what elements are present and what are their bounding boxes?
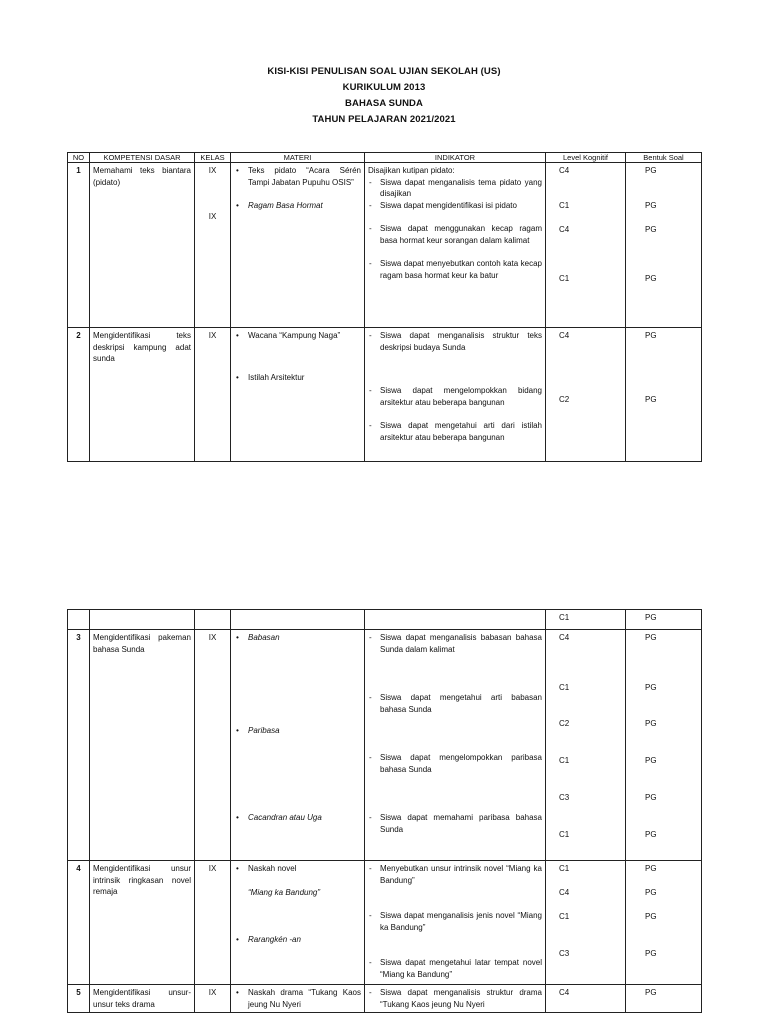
indikator-item: - Siswa dapat mengelompokkan paribasa bahasa Sunda [368, 752, 542, 775]
bentuk-value: PG [645, 683, 657, 692]
table-row [68, 630, 702, 861]
kelas-value: IX [208, 212, 217, 221]
level-value: C1 [559, 274, 570, 283]
indikator-item: - Siswa dapat menganalisis struktur teks deskripsi budaya Sunda [368, 330, 542, 353]
materi-item: • Istilah Arsitektur [234, 372, 361, 384]
level-value: C4 [559, 633, 570, 642]
indikator-cell [365, 163, 546, 328]
materi-item: • Naskah novel [234, 863, 361, 875]
materi-item: • Cacandran atau Uga [234, 812, 361, 824]
level-value: C3 [559, 793, 570, 802]
materi-item: • Ragam Basa Hormat [234, 200, 361, 212]
materi-item: “Miang ka Bandung” [248, 887, 321, 897]
materi-cell [231, 630, 365, 861]
bentuk-value: PG [645, 166, 657, 175]
bentuk-cell [626, 163, 702, 328]
kompetensi-dasar: Mengidentifikasi pakeman bahasa Sunda [90, 630, 195, 861]
level-value: C1 [559, 683, 570, 692]
kelas-value: IX [208, 633, 217, 642]
indikator-intro: Disajikan kutipan pidato: [368, 166, 455, 175]
level-cell [546, 630, 626, 861]
col-header-indikator: INDIKATOR [365, 153, 546, 163]
table-row [68, 163, 702, 328]
indikator-cell [365, 630, 546, 861]
level-value: C1 [559, 201, 570, 210]
indikator-item: - Siswa dapat menganalisis babasan bahasa Sunda dalam kalimat [368, 632, 542, 655]
indikator-item: - Siswa dapat mengetahui arti babasan bahasa Sunda [368, 692, 542, 715]
bentuk-value: PG [645, 912, 657, 921]
level-value: C1 [559, 830, 570, 839]
kisi-kisi-table-1 [67, 152, 702, 462]
level-value: C4 [559, 225, 570, 234]
level-value: C4 [559, 166, 570, 175]
kelas-cell [195, 861, 231, 985]
bentuk-value: PG [645, 719, 657, 728]
kelas-value: IX [208, 988, 217, 997]
bentuk-cell [626, 985, 702, 1013]
indikator-item: - Siswa dapat mengetahui latar tempat novel “Miang ka Bandung” [368, 957, 542, 980]
level-value: C1 [559, 864, 570, 873]
indikator-item: - Siswa dapat menggunakan kecap ragam basa hormat keur sorangan dalam kalimat [368, 223, 542, 246]
level-value: C4 [559, 988, 570, 997]
indikator-item: - Menyebutkan unsur intrinsik novel “Miang ka Bandung” [368, 863, 542, 886]
table-header-row [68, 153, 702, 163]
level-cell [546, 328, 626, 462]
indikator-item: - Siswa dapat mengetahui arti dari istilah arsitektur atau beberapa bangunan [368, 420, 542, 443]
level-value: C3 [559, 949, 570, 958]
bentuk-value: PG [645, 225, 657, 234]
kelas-value: IX [208, 864, 217, 873]
bentuk-value: PG [645, 830, 657, 839]
table-row [68, 861, 702, 985]
table-row [68, 328, 702, 462]
row-number: 2 [68, 328, 90, 462]
level-cell [546, 610, 626, 630]
bentuk-value: PG [645, 949, 657, 958]
indikator-item: - Siswa dapat menganalisis struktur drama “Tukang Kaos jeung Nu Nyeri [368, 987, 542, 1010]
materi-cell [231, 328, 365, 462]
materi-cell [231, 985, 365, 1013]
bentuk-value: PG [645, 988, 657, 997]
row-number: 4 [68, 861, 90, 985]
indikator-cell [365, 985, 546, 1013]
materi-item: • Naskah drama “Tukang Kaos jeung Nu Nyeri [234, 987, 361, 1010]
indikator-cell [365, 328, 546, 462]
kelas-cell [195, 328, 231, 462]
bentuk-value: PG [645, 793, 657, 802]
bentuk-value: PG [645, 395, 657, 404]
header-year: TAHUN PELAJARAN 2021/2021 [312, 114, 456, 125]
kelas-cell [195, 163, 231, 328]
level-value: C2 [559, 395, 570, 404]
materi-item: • Rarangkén -an [234, 934, 361, 946]
kompetensi-dasar: Memahami teks biantara (pidato) [90, 163, 195, 328]
col-header-no: NO [68, 153, 90, 163]
bentuk-value: PG [645, 888, 657, 897]
bentuk-value: PG [645, 756, 657, 765]
kelas-value: IX [208, 331, 217, 340]
indikator-item: - Siswa dapat menyebutkan contoh kata kecap ragam basa hormat keur ka batur [368, 258, 542, 281]
document-header [0, 64, 768, 128]
bentuk-value: PG [645, 864, 657, 873]
bentuk-cell [626, 328, 702, 462]
kelas-cell [195, 985, 231, 1013]
bentuk-value: PG [645, 633, 657, 642]
indikator-item: - Siswa dapat mengidentifikasi isi pidato [368, 200, 542, 212]
bentuk-value: PG [645, 274, 657, 283]
bentuk-cell [626, 610, 702, 630]
level-cell [546, 861, 626, 985]
kompetensi-dasar: Mengidentifikasi unsur-unsur teks drama [90, 985, 195, 1013]
kelas-cell [195, 630, 231, 861]
kompetensi-dasar: Mengidentifikasi teks deskripsi kampung adat sunda [90, 328, 195, 462]
indikator-item: - Siswa dapat mengelompokkan bidang arsitektur atau beberapa bangunan [368, 385, 542, 408]
materi-item: • Wacana “Kampung Naga” [234, 330, 361, 342]
header-title: KISI-KISI PENULISAN SOAL UJIAN SEKOLAH (US) [267, 66, 501, 77]
col-header-materi: MATERI [231, 153, 365, 163]
table-row [68, 985, 702, 1013]
level-value: C2 [559, 719, 570, 728]
header-subject: BAHASA SUNDA [345, 98, 423, 109]
col-header-kelas: KELAS [195, 153, 231, 163]
kompetensi-dasar: Mengidentifikasi unsur intrinsik ringkasan novel remaja [90, 861, 195, 985]
materi-item: • Teks pidato “Acara Sérén Tampi Jabatan Pupuhu OSIS” [234, 165, 361, 188]
indikator-cell [365, 861, 546, 985]
materi-cell [231, 861, 365, 985]
table-row [68, 610, 702, 630]
indikator-item: - Siswa dapat memahami paribasa bahasa Sunda [368, 812, 542, 835]
level-value: C4 [559, 888, 570, 897]
level-value: C1 [559, 756, 570, 765]
materi-item: • Babasan [234, 632, 361, 644]
materi-cell [231, 163, 365, 328]
bentuk-cell [626, 861, 702, 985]
header-curriculum: KURIKULUM 2013 [342, 82, 426, 93]
kisi-kisi-table-2 [67, 609, 702, 1013]
row-number: 5 [68, 985, 90, 1013]
col-header-level: Level Kognitif [546, 153, 626, 163]
row-number: 3 [68, 630, 90, 861]
col-header-bentuk: Bentuk Soal [626, 153, 702, 163]
bentuk-cell [626, 630, 702, 861]
level-cell [546, 163, 626, 328]
level-value: C1 [559, 912, 570, 921]
bentuk-value: PG [645, 201, 657, 210]
kelas-value: IX [208, 166, 217, 175]
row-number: 1 [68, 163, 90, 328]
bentuk-value: PG [645, 331, 657, 340]
level-value: C4 [559, 331, 570, 340]
level-cell [546, 985, 626, 1013]
materi-item: • Paribasa [234, 725, 361, 737]
indikator-item: - Siswa dapat menganalisis tema pidato yang disajikan [368, 177, 542, 200]
level-value: C1 [559, 613, 570, 622]
bentuk-value: PG [645, 613, 657, 622]
col-header-kompetensi: KOMPETENSI DASAR [90, 153, 195, 163]
indikator-item: - Siswa dapat menganalisis jenis novel “Miang ka Bandung” [368, 910, 542, 933]
